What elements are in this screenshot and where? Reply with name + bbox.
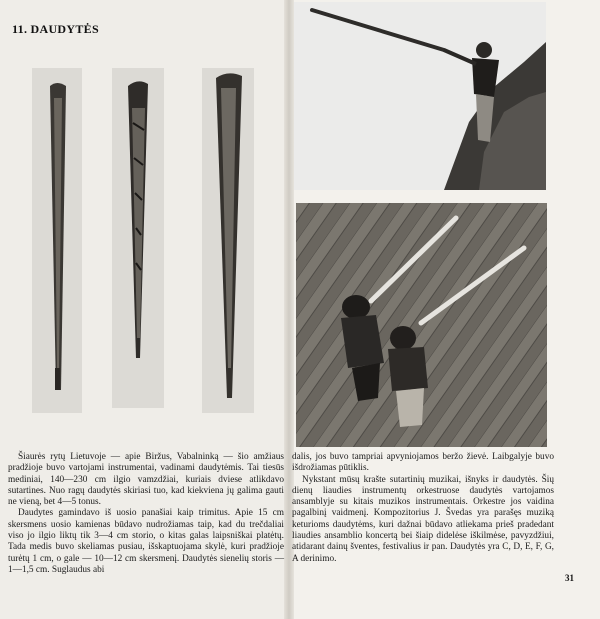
right-paragraph-2: Nykstant mūsų krašte sutartinių muzikai, išnyks ir daudytės. Šių dienų liaudies instrumentų orkestruose daudytės vartojamos ansamblyje su kitais muzikos instrumentais. Orkestre jos vaidina pagalbinį vaidmenį. Kompozitorius J. Švedas yra parašęs muziką keturioms daudytėms, kuri dažnai būdavo atliekama prieš pradedant liaudies ansamblio koncertą bei šiaip didelėse iškilmėse, pavyzdžiui, atidarant dainų šventes, festivalius ir pan. Daudytės yra C, D, E, F, G, A derinimo. (292, 474, 554, 564)
instrument-photo-2 (112, 68, 164, 408)
instrument-photo-1 (32, 68, 82, 413)
left-text-column (8, 452, 284, 576)
left-paragraph-1: Šiaurės rytų Lietuvoje — apie Biržus, Vabalninką — šio amžiaus pradžioje buvo vartojami instrumentai, vadinami daudytėmis. Tai tiesūs mediniai, 140—230 cm ilgio vamzdžiai, kuriais dviese atlikdavo sutartines. Nuo ragų daudytės skiriasi tuo, kad kiekviena jų galima gauti ne vieną, bet 4—5 tonus. (8, 452, 284, 508)
section-heading: 11. DAUDYTĖS (12, 22, 99, 36)
instrument-photo-3 (202, 68, 254, 413)
right-paragraph-1: dalis, jos buvo tampriai apvyniojamos beržo žievė. Laibgalyje buvo išdrožiamas pūtiklis. (292, 452, 554, 474)
two-musicians-photo (296, 203, 547, 447)
musician-on-rock-photo (294, 2, 546, 190)
page-number: 31 (565, 573, 574, 583)
left-paragraph-2: Daudytes gamindavo iš uosio panašiai kaip trimitus. Apie 15 cm skersmens uosio kamienas būdavo nudrožiamas taip, kad du trečdaliai viso jo ilgio liktų tik 3—4 cm storio, o kitas galas laipsniškai platėtų. Tada medis buvo skeliamas pusiau, išskaptuojama skylė, kuri pradžioje turėtų 1 cm, o gale — 10—12 cm skersmenį. Daudytės sienelių storis — 1—1,5 cm. Suglaudus abi (8, 508, 284, 575)
right-text-column (292, 452, 554, 565)
